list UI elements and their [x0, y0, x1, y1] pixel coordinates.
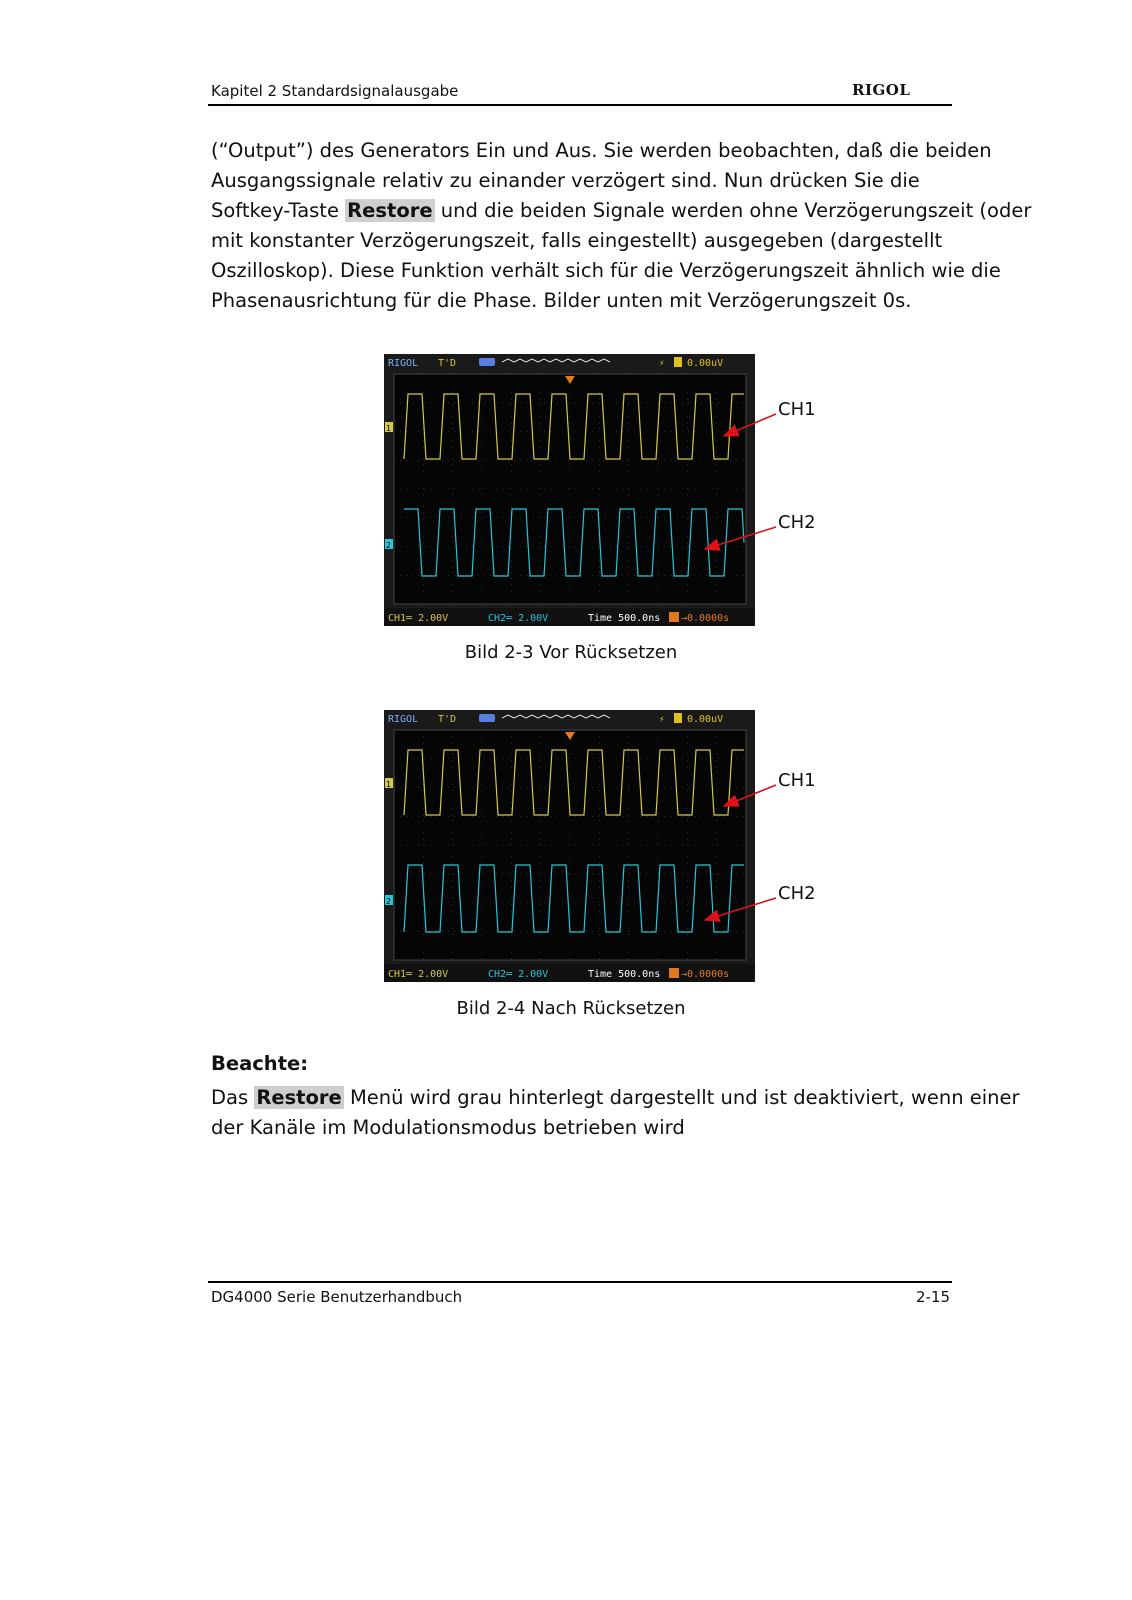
ch2-scale-label: CH2═ 2.00V — [488, 613, 549, 624]
ch1-marker-label: 1 — [386, 424, 391, 433]
trigger-level-label: 0.00uV — [687, 714, 724, 725]
manual-title: DG4000 Serie Benutzerhandbuch — [211, 1288, 463, 1306]
figure-caption: Bild 2-3 Vor Rücksetzen — [464, 642, 678, 663]
body-line: (“Output”) des Generators Ein und Aus. Sie werden beobachten, daß die beiden — [211, 139, 992, 162]
body-line: Oszilloskop). Diese Funktion verhält sich für die Verzögerungszeit ähnlich wie die — [211, 259, 1001, 282]
timebase-label: Time 500.0ns — [588, 613, 661, 624]
note-paragraph — [211, 1083, 1020, 1143]
note-line — [211, 1083, 1020, 1113]
page-number: 2-15 — [916, 1288, 951, 1306]
scope-mode-label: T'D — [438, 358, 457, 369]
note-text: Das — [211, 1086, 255, 1109]
ch1-scale-label: CH1═ 2.00V — [388, 613, 449, 624]
ch1-scale-label: CH1═ 2.00V — [388, 969, 449, 980]
note-heading: Beachte: — [211, 1052, 309, 1075]
ch2-label: CH2 — [778, 512, 816, 533]
figure-caption: Bild 2-4 Nach Rücksetzen — [456, 998, 686, 1019]
ch2-marker-label: 2 — [386, 541, 391, 550]
ch2-marker-label: 2 — [386, 897, 391, 906]
chapter-header: Kapitel 2 Standardsignalausgabe — [211, 82, 459, 100]
restore-key: Restore — [347, 199, 433, 222]
scope-brand-label: RIGOL — [388, 358, 419, 369]
body-text: Softkey-Taste — [211, 199, 346, 222]
scope-mode-label: T'D — [438, 714, 457, 725]
offset-label: →0.0000s — [681, 969, 730, 980]
trigger-edge-icon: ⚡ — [659, 715, 665, 725]
ch1-arrow — [724, 785, 776, 806]
note-line: der Kanäle im Modulationsmodus betrieben wird — [211, 1116, 685, 1139]
trigger-level-label: 0.00uV — [687, 358, 724, 369]
timebase-label: Time 500.0ns — [588, 969, 661, 980]
ch2-scale-label: CH2═ 2.00V — [488, 969, 549, 980]
restore-key: Restore — [256, 1086, 342, 1109]
body-text: und die beiden Signale werden ohne Verzögerungszeit (oder — [434, 199, 1032, 222]
footer-rule — [208, 1281, 952, 1283]
note-text: Menü wird grau hinterlegt dargestellt und ist deaktiviert, wenn einer — [343, 1086, 1020, 1109]
ch1-marker-label: 1 — [386, 780, 391, 789]
body-line: Phasenausrichtung für die Phase. Bilder unten mit Verzögerungszeit 0s. — [211, 289, 912, 312]
ch2-arrow — [705, 898, 776, 920]
offset-label: →0.0000s — [681, 613, 730, 624]
ch2-arrow — [705, 527, 776, 549]
trigger-edge-icon: ⚡ — [659, 359, 665, 369]
body-line: mit konstanter Verzögerungszeit, falls eingestellt) ausgegeben (dargestellt — [211, 229, 943, 252]
scope-brand-label: RIGOL — [388, 714, 419, 725]
ch1-label: CH1 — [778, 399, 816, 420]
rigol-logo: RIGOL — [852, 81, 911, 99]
body-line: Ausgangssignale relativ zu einander verzögert sind. Nun drücken Sie die — [211, 169, 920, 192]
ch1-label: CH1 — [778, 770, 816, 791]
ch2-label: CH2 — [778, 883, 816, 904]
ch1-arrow — [724, 414, 776, 436]
